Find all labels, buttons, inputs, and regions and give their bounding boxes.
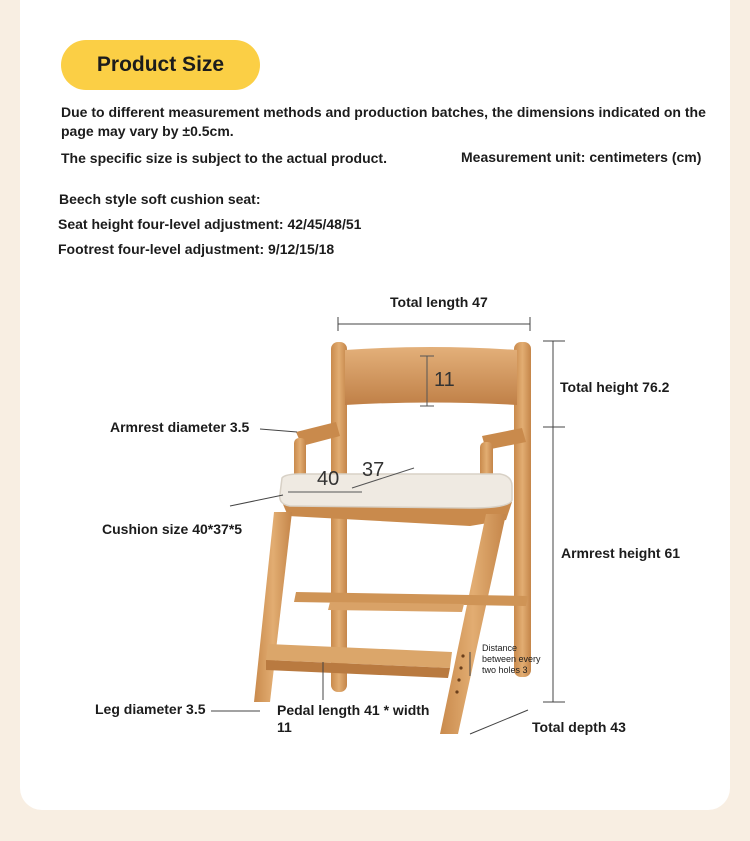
- cushion-size-label: Cushion size 40*37*5: [102, 521, 243, 537]
- seat-height-note: Seat height four-level adjustment: 42/45/48/51: [58, 216, 362, 232]
- total-depth-line: [470, 710, 528, 734]
- unit-note: Measurement unit: centimeters (cm): [461, 149, 702, 165]
- adjust-hole: [455, 690, 458, 693]
- armrest-height-label: Armrest height 61: [561, 545, 681, 561]
- variance-note: Due to different measurement methods and production batches, the dimensions indicated on the page may vary by ±0.5cm.: [61, 104, 706, 139]
- hole-distance-label: Distance between every two holes 3: [482, 643, 541, 675]
- cushion-width-label: 40: [317, 468, 340, 490]
- armrest-diameter-leader: [260, 429, 297, 432]
- cushion-size-leader: [230, 495, 283, 506]
- cushion-depth-label: 37: [362, 459, 385, 481]
- backrest-height-label: 11: [434, 369, 455, 391]
- seat-cushion: [280, 474, 512, 508]
- total-depth-label: Total depth 43: [532, 719, 626, 735]
- front-leg-right: [440, 514, 506, 734]
- leg-diameter-label: Leg diameter 3.5: [95, 701, 206, 717]
- adjust-hole: [461, 654, 464, 657]
- front-leg-left: [254, 512, 292, 702]
- pedal-label: Pedal length 41 * width 11: [277, 702, 430, 735]
- actual-product-note: The specific size is subject to the actual product.: [61, 150, 387, 166]
- style-note: Beech style soft cushion seat:: [59, 191, 261, 207]
- total-length-label: Total length 47: [390, 294, 488, 310]
- section-title: Product Size: [96, 53, 225, 76]
- total-height-label: Total height 76.2: [560, 379, 670, 395]
- footrest-note: Footrest four-level adjustment: 9/12/15/18: [58, 241, 335, 257]
- adjust-hole: [457, 678, 460, 681]
- adjust-hole: [459, 666, 462, 669]
- armrest-diameter-label: Armrest diameter 3.5: [110, 419, 250, 435]
- total-length-dimension: [338, 317, 530, 331]
